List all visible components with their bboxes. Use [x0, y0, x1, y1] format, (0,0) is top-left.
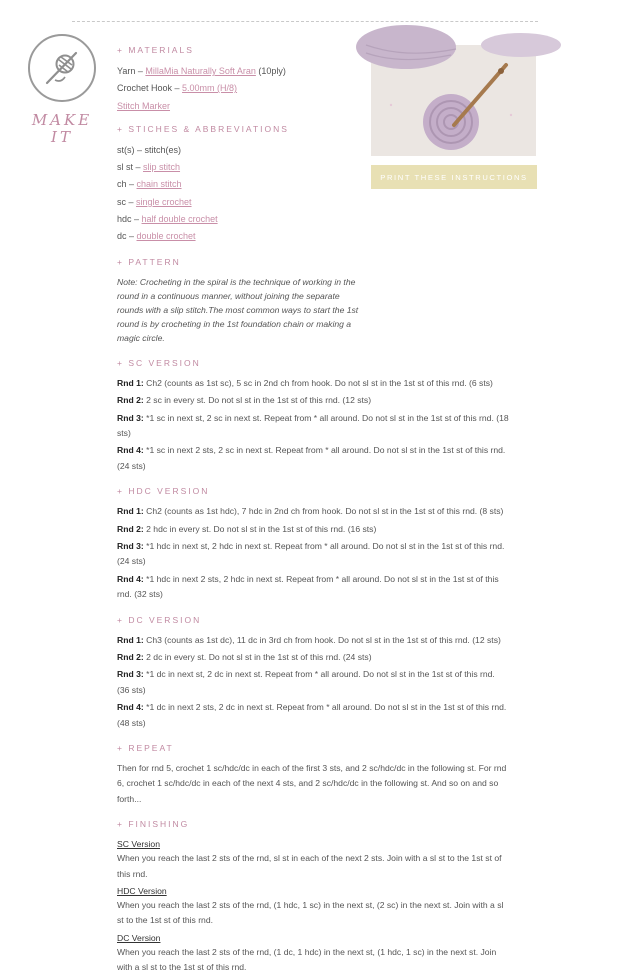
material-yarn: Yarn – MillaMia Naturally Soft Aran (10ply) — [117, 66, 286, 76]
chain-stitch-link[interactable]: chain stitch — [136, 179, 182, 190]
half-double-crochet-link[interactable]: half double crochet — [141, 214, 218, 225]
pattern-heading: + PATTERN — [117, 256, 181, 267]
stitch-marker-link[interactable]: Stitch Marker — [117, 100, 171, 111]
instructions-column — [117, 45, 507, 976]
pattern-section — [117, 257, 507, 346]
repeat-section — [117, 743, 507, 807]
finishing-heading: + FINISHING — [117, 819, 190, 830]
repeat-text: Then for rnd 5, crochet 1 sc/hdc/dc in each of the first 3 sts, and 2 sc/hdc/dc in the following st. For rnd 6, crochet 1 sc/hdc/dc in each of the next 4 sts, and 2 sc/hdc/dc in the following st. And so on and so forth... — [117, 763, 507, 804]
hdc-version-section — [117, 486, 507, 602]
badge-title-line1: MAKE — [31, 111, 93, 129]
single-crochet-link[interactable]: single crochet — [136, 196, 192, 207]
print-instructions-button[interactable]: PRINT THESE INSTRUCTIONS — [371, 165, 537, 189]
round-item: Rnd 3: *1 sc in next st, 2 sc in next st. Repeat from * all around. Do not sl st in the 1st st of this rnd. (18 sts) — [117, 412, 509, 438]
finishing-hdc-text: When you reach the last 2 sts of the rnd, (1 hdc, 1 sc) in the next st, (2 sc) in the next st. Join with a sl st to the 1st st of this rnd. — [117, 900, 504, 926]
pattern-note: Note: Crocheting in the spiral is the technique of working in the round in a continuous manner, without joining the separate rounds with a slip stitch.The most common ways to start the 1st round is by crocheting in the 1st foundation chain or making a magic circle. — [117, 276, 359, 344]
dc-version-heading: + DC VERSION — [117, 614, 202, 625]
sc-version-section — [117, 358, 507, 474]
top-divider — [72, 21, 538, 22]
round-item: Rnd 2: 2 sc in every st. Do not sl st in the 1st st of this rnd. (12 sts) — [117, 395, 372, 406]
finishing-hdc-title: HDC Version — [117, 886, 167, 897]
dc-version-section — [117, 615, 507, 731]
stitches-section — [117, 124, 507, 246]
round-item: Rnd 4: *1 hdc in next 2 sts, 2 hdc in next st. Repeat from * all around. Do not sl st in the 1st st of this rnd. (32 sts) — [117, 573, 499, 600]
sc-version-heading: + SC VERSION — [117, 357, 201, 368]
slip-stitch-link[interactable]: slip stitch — [143, 162, 181, 173]
stitch-item: dc – double crochet — [117, 231, 196, 242]
materials-section — [117, 45, 507, 115]
materials-heading: + MATERIALS — [117, 45, 194, 55]
round-item: Rnd 1: Ch2 (counts as 1st sc), 5 sc in 2nd ch from hook. Do not sl st in the 1st st of this rnd. (6 sts) — [117, 377, 493, 388]
hdc-version-heading: + HDC VERSION — [117, 486, 210, 497]
finishing-sc-text: When you reach the last 2 sts of the rnd, sl st in each of the next 2 sts. Join with a sl st to the 1st st of this rnd. — [117, 853, 502, 879]
make-it-badge — [28, 34, 96, 146]
stitch-item: hdc – half double crochet — [117, 214, 218, 225]
badge-title-line2: IT — [51, 128, 73, 146]
badge-circle — [28, 34, 96, 102]
material-hook: Crochet Hook – 5.00mm (H/8) — [117, 83, 238, 94]
finishing-dc-title: DC Version — [117, 932, 161, 943]
round-item: Rnd 1: Ch3 (counts as 1st dc), 11 dc in 3rd ch from hook. Do not sl st in the 1st st of this rnd. (12 sts) — [117, 634, 501, 645]
material-marker — [117, 98, 507, 115]
stitch-item: sc – single crochet — [117, 196, 192, 207]
round-item: Rnd 4: *1 sc in next 2 sts, 2 sc in next st. Repeat from * all around. Do not sl st in the 1st st of this rnd. (24 sts) — [117, 445, 506, 471]
stitches-heading: + STICHES & ABBREVIATIONS — [117, 123, 289, 134]
badge-title — [28, 112, 96, 146]
yarn-ball-hook-icon — [41, 47, 83, 89]
yarn-link[interactable]: MillaMia Naturally Soft Aran — [145, 66, 256, 76]
round-item: Rnd 1: Ch2 (counts as 1st hdc), 7 hdc in 2nd ch from hook. Do not sl st in the 1st st of this rnd. (8 sts) — [117, 506, 504, 517]
round-item: Rnd 4: *1 dc in next 2 sts, 2 dc in next st. Repeat from * all around. Do not sl st in the 1st st of this rnd. (48 sts) — [117, 702, 507, 728]
finishing-sc-title: SC Version — [117, 839, 160, 850]
stitch-item: ch – chain stitch — [117, 179, 182, 190]
round-item: Rnd 3: *1 hdc in next st, 2 hdc in next st. Repeat from * all around. Do not sl st in the 1st st of this rnd. (24 sts) — [117, 540, 505, 567]
finishing-section — [117, 819, 507, 975]
round-item: Rnd 2: 2 dc in every st. Do not sl st in the 1st st of this rnd. (24 sts) — [117, 651, 372, 662]
stitch-item: sl st – slip stitch — [117, 162, 181, 173]
finishing-dc-text: When you reach the last 2 sts of the rnd, (1 dc, 1 hdc) in the next st, (1 hdc, 1 sc) in the next st. Join with a sl st to the 1st st of this rnd. — [117, 946, 497, 973]
round-item: Rnd 3: *1 dc in next st, 2 dc in next st. Repeat from * all around. Do not sl st in the 1st st of this rnd. (36 sts) — [117, 669, 495, 695]
round-item: Rnd 2: 2 hdc in every st. Do not sl st in the 1st st of this rnd. (16 sts) — [117, 523, 377, 534]
hook-link[interactable]: 5.00mm (H/8) — [182, 83, 238, 94]
double-crochet-link[interactable]: double crochet — [136, 231, 196, 242]
repeat-heading: + REPEAT — [117, 743, 174, 753]
stitch-item: st(s) – stitch(es) — [117, 144, 182, 155]
